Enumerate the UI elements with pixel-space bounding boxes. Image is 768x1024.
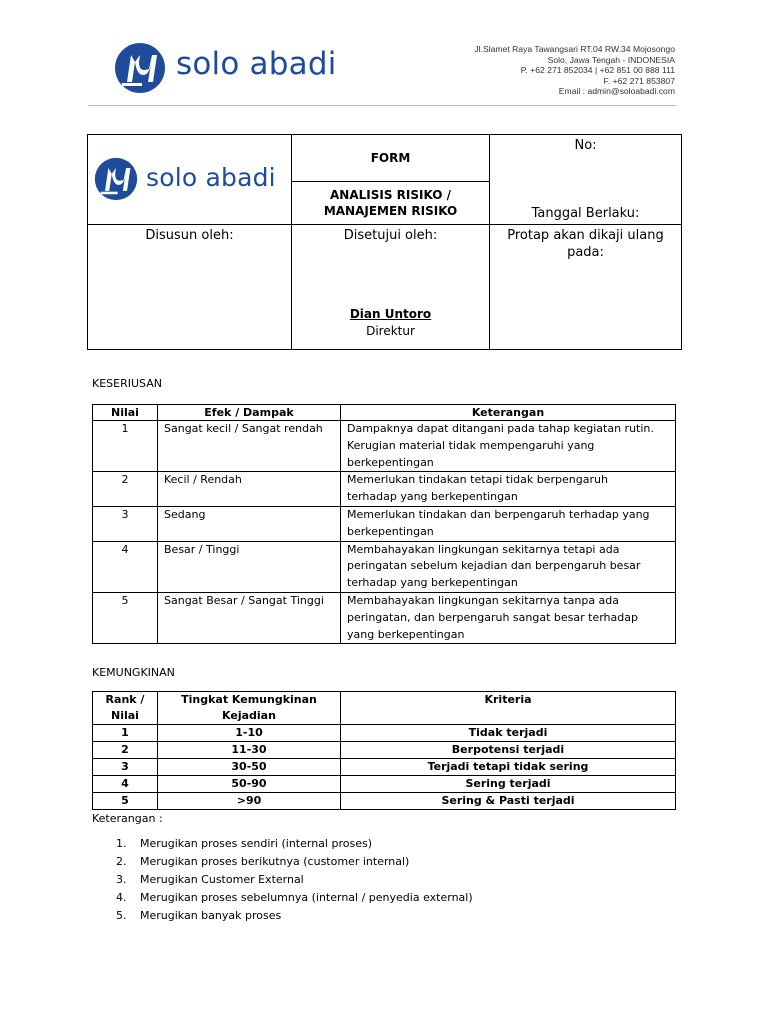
cell-nilai: 2	[93, 472, 158, 507]
cell-nilai: 5	[93, 592, 158, 643]
table-row	[93, 776, 676, 793]
cell-efek: Besar / Tinggi	[158, 541, 341, 592]
list-text: Merugikan proses sendiri (internal proses)	[140, 837, 372, 850]
form-title-line: ANALISIS RISIKO /	[330, 188, 451, 202]
table-row	[93, 421, 676, 472]
cell-tingkat: >90	[158, 793, 341, 810]
review-label-line: pada:	[567, 245, 604, 260]
solo-abadi-logo-icon	[94, 157, 138, 201]
cell-line: Memerlukan tindakan dan berpengaruh terhadap yang	[347, 507, 650, 521]
table-header-row	[93, 405, 676, 421]
header-line: Rank /	[105, 693, 145, 706]
form-title-line: MANAJEMEN RISIKO	[323, 204, 458, 218]
solo-abadi-logo-icon	[114, 42, 166, 94]
column-header	[341, 692, 676, 725]
cell-kriteria: Tidak terjadi	[341, 725, 676, 742]
cell-efek: Kecil / Rendah	[158, 472, 341, 507]
cell-line: Kerugian material tidak mempengaruhi yang	[347, 438, 595, 452]
form-title	[292, 182, 490, 225]
list-item	[92, 907, 473, 925]
list-text: Merugikan proses berikutnya (customer internal)	[140, 855, 410, 868]
list-text: Merugikan banyak proses	[140, 909, 282, 922]
table-row	[93, 793, 676, 810]
list-number: 1.	[116, 837, 127, 850]
cell-kriteria: Berpotensi terjadi	[341, 742, 676, 759]
cell-kriteria: Sering terjadi	[341, 776, 676, 793]
review-label-line: Protap akan dikaji ulang	[507, 228, 664, 243]
column-header	[158, 692, 341, 725]
effective-date-label: Tanggal Berlaku:	[531, 206, 640, 221]
cell-line: terhadap yang berkepentingan	[347, 490, 518, 504]
email-line: Email : admin@soloabadi.com	[558, 86, 675, 97]
signer-role: Direktur	[366, 324, 415, 338]
header-line: Kriteria	[484, 693, 532, 706]
cell-rank: 3	[93, 759, 158, 776]
section-title-keseriusan: KESERIUSAN	[92, 377, 162, 390]
approved-by-label: Disetujui oleh:	[343, 228, 438, 243]
table-header-row	[93, 692, 676, 725]
company-name: solo abadi	[176, 46, 337, 82]
cell-kriteria: Sering & Pasti terjadi	[341, 793, 676, 810]
cell-tingkat: 1-10	[158, 725, 341, 742]
list-item	[92, 871, 473, 889]
prepared-by-cell	[88, 225, 292, 350]
cell-keterangan	[341, 472, 676, 507]
cell-keterangan	[341, 541, 676, 592]
cell-tingkat: 50-90	[158, 776, 341, 793]
review-date-cell	[490, 225, 682, 350]
cell-tingkat: 30-50	[158, 759, 341, 776]
cell-line: peringatan sebelum kejadian dan berpengaruh besar	[347, 559, 641, 573]
cell-line: Memerlukan tindakan tetapi tidak berpengaruh	[347, 473, 608, 487]
list-text: Merugikan Customer External	[140, 873, 304, 886]
header-logo-cell	[88, 135, 292, 225]
header-company-name: solo abadi	[146, 163, 276, 192]
cell-line: peringatan, dan berpengaruh sangat besar terhadap	[347, 610, 638, 624]
form-header-table	[87, 134, 682, 350]
table-row	[93, 506, 676, 541]
cell-keterangan	[341, 421, 676, 472]
approved-by-cell	[292, 225, 490, 350]
column-header	[93, 692, 158, 725]
address-line: Solo, Jawa Tengah - INDONESIA	[547, 54, 675, 65]
header-line: Tingkat Kemungkinan	[181, 693, 317, 706]
cell-efek: Sedang	[158, 506, 341, 541]
address-line: Jl.Slamet Raya Tawangsari RT.04 RW.34 Mojosongo	[474, 44, 675, 54]
cell-rank: 2	[93, 742, 158, 759]
phone-line: P. +62 271 852034 | +62 851 00 888 111	[520, 65, 675, 76]
form-label: FORM	[292, 135, 490, 182]
prepared-by-label: Disusun oleh:	[145, 228, 234, 243]
list-number: 4.	[116, 891, 127, 904]
cell-tingkat: 11-30	[158, 742, 341, 759]
cell-line: Dampaknya dapat ditangani pada tahap kegiatan rutin.	[347, 422, 654, 435]
cell-nilai: 4	[93, 541, 158, 592]
cell-rank: 5	[93, 793, 158, 810]
section-title-kemungkinan: KEMUNGKINAN	[92, 666, 175, 679]
review-label	[490, 225, 681, 261]
cell-line: terhadap yang berkepentingan	[347, 576, 518, 590]
list-number: 2.	[116, 855, 127, 868]
letterhead-divider	[88, 105, 676, 106]
header-line: Nilai	[111, 709, 139, 722]
kemungkinan-table	[92, 691, 676, 810]
letterhead-logo	[114, 42, 354, 94]
table-row	[93, 742, 676, 759]
cell-efek: Sangat Besar / Sangat Tinggi	[158, 592, 341, 643]
cell-kriteria: Terjadi tetapi tidak sering	[341, 759, 676, 776]
notes-label: Keterangan :	[92, 812, 163, 825]
number-label: No:	[574, 138, 597, 153]
cell-line: Membahayakan lingkungan sekitarnya tetapi ada	[347, 542, 620, 556]
cell-line: berkepentingan	[347, 524, 434, 538]
keseriusan-table	[92, 404, 676, 644]
cell-line: berkepentingan	[347, 455, 434, 469]
table-row	[93, 592, 676, 643]
column-header: Efek / Dampak	[158, 405, 341, 421]
table-row	[93, 541, 676, 592]
company-address	[474, 44, 675, 97]
notes-list	[92, 835, 473, 925]
list-text: Merugikan proses sebelumnya (internal / penyedia external)	[140, 891, 473, 904]
table-row	[93, 725, 676, 742]
table-row	[93, 472, 676, 507]
list-item	[92, 889, 473, 907]
table-row	[93, 759, 676, 776]
cell-keterangan	[341, 506, 676, 541]
cell-rank: 4	[93, 776, 158, 793]
list-item	[92, 853, 473, 871]
cell-keterangan	[341, 592, 676, 643]
column-header: Keterangan	[341, 405, 676, 421]
signer-name: Dian Untoro	[349, 307, 432, 321]
document-number-cell	[490, 135, 682, 225]
cell-efek: Sangat kecil / Sangat rendah	[158, 421, 341, 472]
cell-line: yang berkepentingan	[347, 627, 465, 641]
cell-nilai: 3	[93, 506, 158, 541]
list-number: 3.	[116, 873, 127, 886]
list-number: 5.	[116, 909, 127, 922]
cell-line: Membahayakan lingkungan sekitarnya tanpa ada	[347, 593, 620, 607]
cell-rank: 1	[93, 725, 158, 742]
column-header: Nilai	[93, 405, 158, 421]
list-item	[92, 835, 473, 853]
cell-nilai: 1	[93, 421, 158, 472]
fax-line: F. +62 271 853807	[603, 75, 675, 86]
header-line: Kejadian	[222, 709, 276, 722]
